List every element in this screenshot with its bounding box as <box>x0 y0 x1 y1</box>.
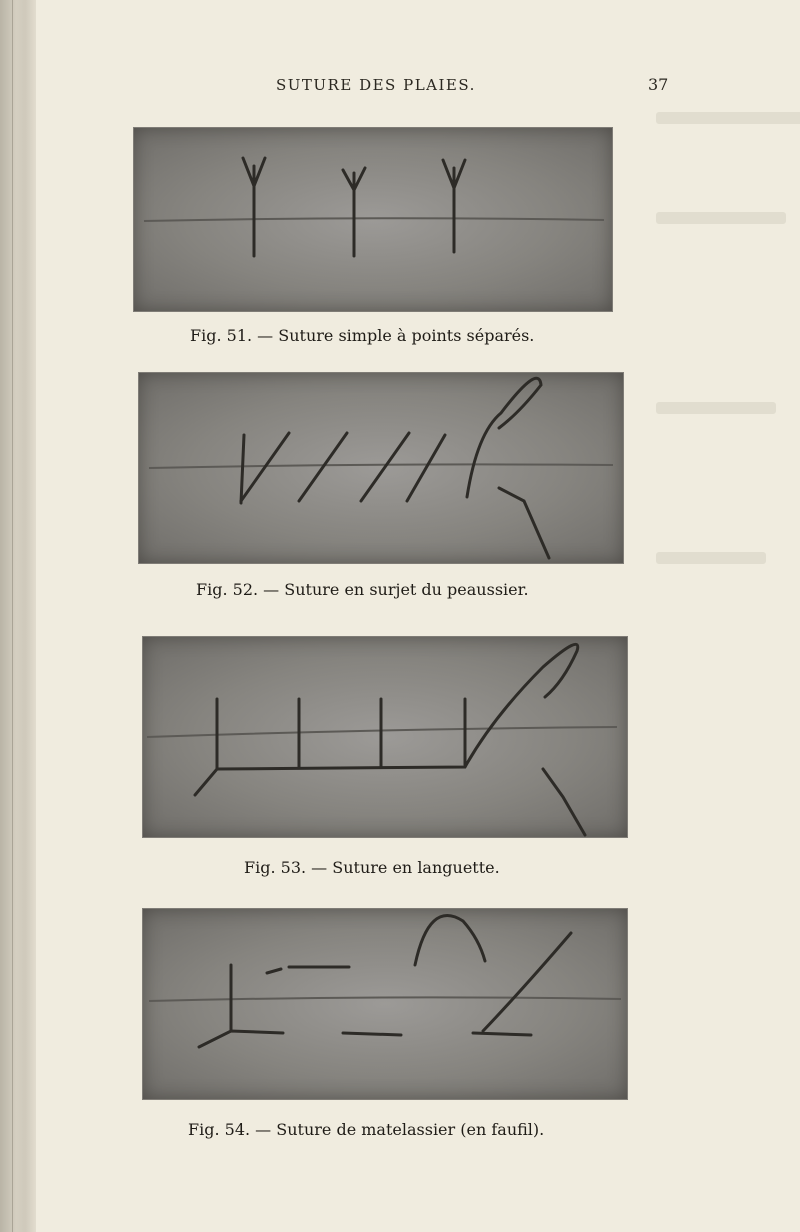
figure-51-illustration <box>133 127 613 312</box>
figure-53-caption: Fig. 53. — Suture en languette. <box>244 858 500 877</box>
running-head: SUTURE DES PLAIES. <box>276 76 476 94</box>
figure-52-caption: Fig. 52. — Suture en surjet du peaussier. <box>196 580 529 599</box>
figure-51-caption: Fig. 51. — Suture simple à points séparés. <box>190 326 535 345</box>
figure-54-caption: Fig. 54. — Suture de matelassier (en faufil). <box>188 1120 545 1139</box>
show-through-text <box>656 552 766 564</box>
book-gutter <box>0 0 36 1232</box>
show-through-text <box>656 112 800 124</box>
gutter-edge <box>12 0 13 1232</box>
show-through-text <box>656 402 776 414</box>
figure-53-illustration <box>142 636 628 838</box>
show-through-text <box>656 212 786 224</box>
page-number: 37 <box>648 75 669 94</box>
figure-54-illustration <box>142 908 628 1100</box>
figure-52-illustration <box>138 372 624 564</box>
